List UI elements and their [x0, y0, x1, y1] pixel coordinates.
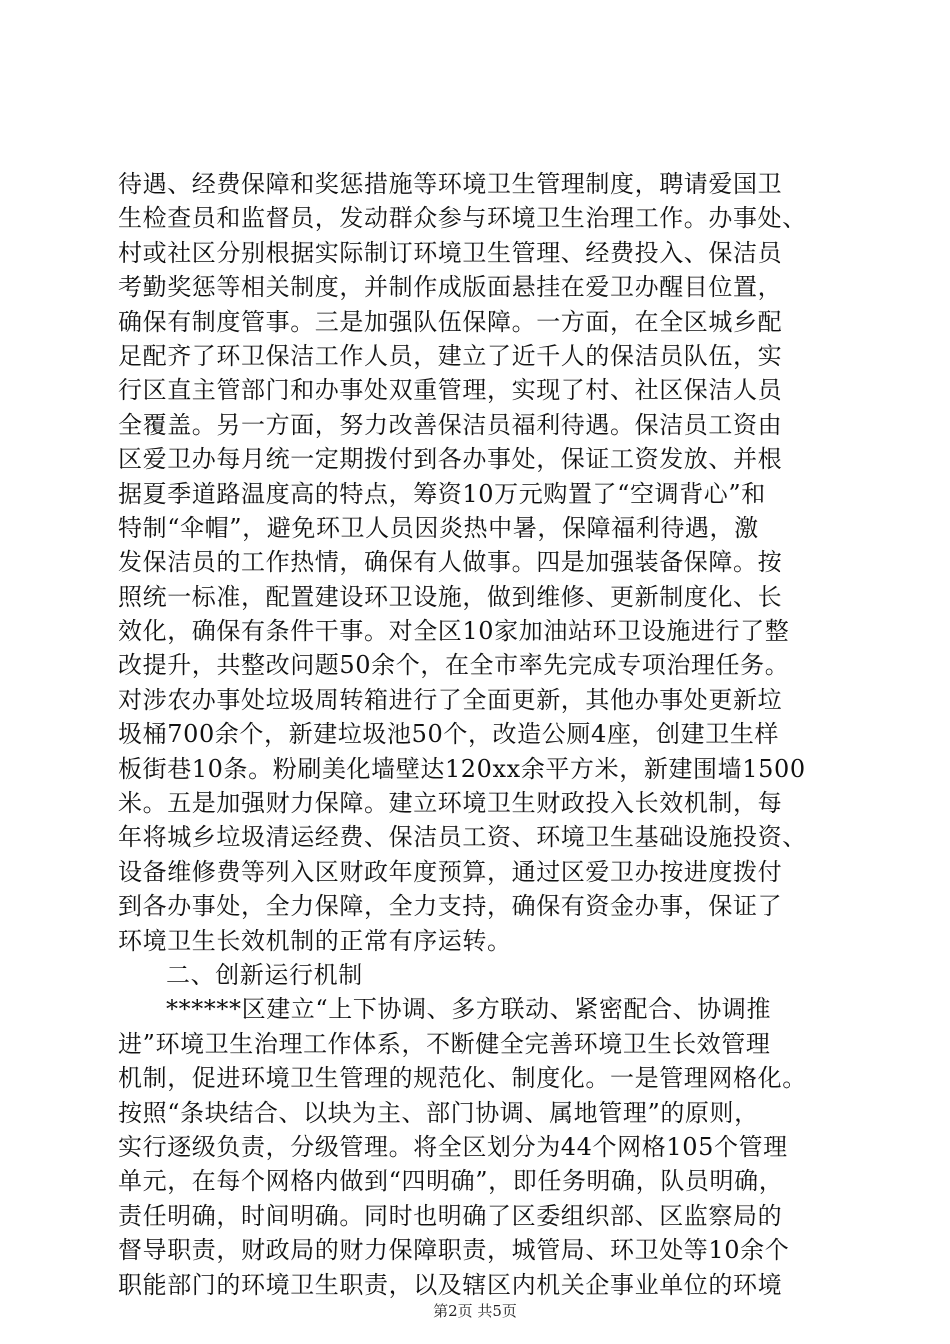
text-line: 发保洁员的工作热情，确保有人做事。四是加强装备保障。按: [118, 548, 783, 577]
text-line: 照统一标准，配置建设环卫设施，做到维修、更新制度化、长: [118, 582, 783, 611]
text-line: 设备维修费等列入区财政年度预算，通过区爱卫办按进度拨付: [118, 857, 783, 886]
text-line: 板街巷10条。粉刷美化墙壁达120xx余平方米，新建围墙1500: [118, 754, 806, 783]
text-line: 村或社区分别根据实际制订环境卫生管理、经费投入、保洁员: [118, 238, 783, 267]
text-line: 据夏季道路温度高的特点，筹资10万元购置了“空调背心”和: [118, 479, 766, 508]
text-line: 实行逐级负责，分级管理。将全区划分为44个网格105个管理: [118, 1132, 788, 1161]
text-line: 按照“条块结合、以块为主、部门协调、属地管理”的原则，: [118, 1098, 759, 1127]
text-line: 责任明确，时间明确。同时也明确了区委组织部、区监察局的: [118, 1201, 783, 1230]
text-line: 生检查员和监督员，发动群众参与环境卫生治理工作。办事处、: [118, 204, 807, 233]
text-line: 单元，在每个网格内做到“四明确”，即任务明确，队员明确，: [118, 1167, 784, 1196]
section-heading: 二、创新运行机制: [166, 960, 363, 989]
text-line: 区爱卫办每月统一定期拨付到各办事处，保证工资发放、并根: [118, 445, 783, 474]
body-text: [118, 167, 838, 1302]
text-line: 对涉农办事处垃圾周转箱进行了全面更新，其他办事处更新垃: [118, 685, 783, 714]
text-line: 特制“伞帽”，避免环卫人员因炎热中暑，保障福利待遇，激: [118, 513, 759, 542]
text-line: ******区建立“上下协调、多方联动、紧密配合、协调推: [166, 995, 772, 1024]
text-line: 行区直主管部门和办事处双重管理，实现了村、社区保洁人员: [118, 376, 783, 405]
text-line: 米。五是加强财力保障。建立环境卫生财政投入长效机制，每: [118, 789, 783, 818]
text-line: 督导职责，财政局的财力保障职责，城管局、环卫处等10余个: [118, 1236, 790, 1265]
text-line: 确保有制度管事。三是加强队伍保障。一方面，在全区城乡配: [118, 307, 783, 336]
text-line: 待遇、经费保障和奖惩措施等环境卫生管理制度，聘请爱国卫: [118, 170, 783, 198]
text-line: 圾桶700余个，新建垃圾池50个，改造公厕4座，创建卫生样: [118, 720, 780, 749]
page-footer: 第2页 共5页: [433, 1302, 517, 1320]
text-line: 进”环境卫生治理工作体系，不断健全完善环境卫生长效管理: [118, 1029, 771, 1058]
text-line: 效化，确保有条件干事。对全区10家加油站环卫设施进行了整: [118, 617, 790, 646]
text-line: 考勤奖惩等相关制度，并制作成版面悬挂在爱卫办醒目位置，: [118, 273, 783, 302]
text-line: 全覆盖。另一方面，努力改善保洁员福利待遇。保洁员工资由: [118, 410, 783, 439]
text-line: 到各办事处，全力保障，全力支持，确保有资金办事，保证了: [118, 892, 783, 921]
text-line: 环境卫生长效机制的正常有序运转。: [118, 926, 512, 955]
text-line: 年将城乡垃圾清运经费、保洁员工资、环境卫生基础设施投资、: [118, 823, 807, 852]
text-line: 机制，促进环境卫生管理的规范化、制度化。一是管理网格化。: [118, 1064, 807, 1093]
text-line: 足配齐了环卫保洁工作人员，建立了近千人的保洁员队伍，实: [118, 341, 783, 370]
text-line: 改提升，共整改问题50余个，在全市率先完成专项治理任务。: [118, 651, 790, 680]
text-line: 职能部门的环境卫生职责，以及辖区内机关企事业单位的环境: [118, 1270, 783, 1299]
